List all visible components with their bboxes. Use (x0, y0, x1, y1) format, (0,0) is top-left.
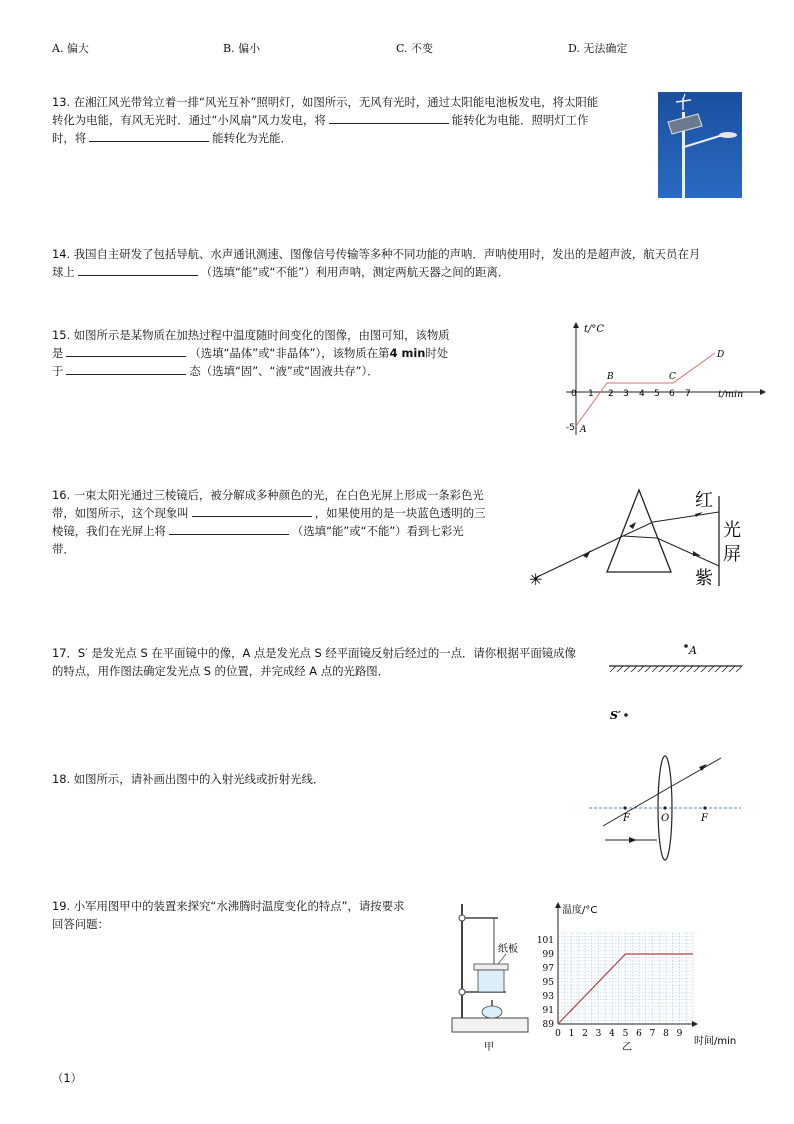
mirror-hatch (610, 666, 742, 672)
prism (607, 490, 671, 572)
question-13: 13. 在湘江风光带耸立着一排“风光互补”照明灯，如图所示，无风有光时，通过太阳能电池板发电，将太阳能 转化为电能，有风无光时．通过“小风扇”风力发电，将 能转化为电能．照明灯工作 时，将 能转化为光能． (52, 95, 599, 145)
label-jia: 甲 (484, 1042, 494, 1053)
question-16: 16. 一束太阳光通过三棱镜后，被分解成多种颜色的光，在白色光屏上形成一条彩色光 带，如图所示，这个现象叫 ，如果使用的是一块蓝色透明的三 棱镜，我们在光屏上将 （选填“能”或“不能”）看到七彩光 带． (52, 488, 486, 556)
answer-blank-15a[interactable] (66, 345, 186, 357)
x-tick-label: 9 (676, 1029, 683, 1039)
tick-4: 4 (639, 389, 645, 399)
y-tick-labels (537, 936, 554, 1030)
option-b[interactable]: B. 偏小 (223, 42, 261, 55)
tick-2: 2 (608, 389, 614, 399)
convex-lens-figure (585, 750, 745, 862)
label-s-prime: S′ (610, 709, 621, 722)
y-tick-label: 97 (542, 964, 554, 974)
y-tick-label: 89 (542, 1020, 554, 1030)
optical-center: O (661, 813, 670, 824)
option-c[interactable]: C. 不变 (396, 42, 434, 55)
y-tick-label: 101 (536, 936, 554, 946)
chart-grid (558, 933, 693, 1024)
point-c: C (669, 372, 676, 382)
y-tick-label: 93 (542, 992, 554, 1002)
prism-dispersion-figure (525, 484, 755, 594)
answer-blank-13b[interactable] (89, 130, 209, 142)
answer-blank-16b[interactable] (169, 523, 289, 535)
label-red: 红 (695, 490, 713, 511)
x-tick-label: 2 (582, 1029, 588, 1039)
x-tick-label: 3 (595, 1029, 602, 1039)
temperature-time-graph-15 (562, 320, 772, 440)
x-tick-label: 7 (649, 1029, 656, 1039)
y-axis-label: t/°C (584, 324, 605, 335)
sun-icon: ✳ (529, 570, 543, 589)
label-a: A (689, 644, 697, 657)
label-paperboard: 纸板 (498, 944, 518, 955)
tick-3: 3 (623, 389, 629, 399)
x-axis-label: 时间/min (694, 1036, 737, 1047)
label-yi: 乙 (622, 1042, 632, 1053)
origin-label: 0 (571, 389, 577, 399)
point-d: D (717, 350, 725, 360)
x-tick-labels (555, 1029, 683, 1039)
street-light-photo (658, 92, 742, 198)
tick-1: 1 (588, 389, 594, 399)
y-tick-label: 91 (542, 1006, 554, 1016)
tick-6: 6 (669, 389, 675, 399)
x-tick-label: 0 (555, 1029, 561, 1039)
x-tick-label: 4 (609, 1029, 615, 1039)
tick-5: 5 (654, 389, 660, 399)
label-guang: 光 (723, 520, 741, 541)
focus-right: F (701, 813, 708, 824)
x-axis-label: t/min (718, 389, 744, 400)
question-14: 14. 我国自主研发了包括导航、水声通讯测速、图像信号传输等多种不同功能的声呐．声呐使用时，发出的是超声波，航天员在月 球上 （选填“能”或“不能”）利用声呐，测定两航天器之间的距离． (52, 247, 701, 279)
y-tick-label: 99 (542, 950, 554, 960)
point-b: B (607, 372, 614, 382)
answer-blank-13a[interactable] (329, 112, 449, 124)
answer-blank-15b[interactable] (66, 363, 186, 375)
question-17: 17．S′ 是发光点 S 在平面镜中的像，A 点是发光点 S 经平面镜反射后经过的一点．请你根据平面镜成像 的特点，用作图法确定发光点 S 的位置，并完成经 A 点的光路图． (52, 646, 576, 678)
tick-neg5: -5 (566, 423, 575, 433)
heating-curve (576, 353, 715, 426)
option-d[interactable]: D. 无法确定 (568, 42, 628, 55)
focus-left: F (623, 813, 630, 824)
plane-mirror-figure (604, 638, 749, 728)
point-a-dot (684, 644, 688, 648)
tick-7: 7 (685, 389, 691, 399)
point-s-prime-dot (624, 713, 628, 717)
x-tick-label: 1 (568, 1029, 575, 1039)
y-axis-label: 温度/°C (562, 905, 598, 916)
x-tick-label: 5 (622, 1029, 629, 1039)
question-15: 15. 如图所示是某物质在加热过程中温度随时间变化的图像，由图可知，该物质 是 （选填“晶体”或“非晶体”），该物质在第4 min时处 于 态（选填“固”、“液”或“固液共存”）． (52, 328, 450, 378)
point-a: A (580, 425, 587, 435)
answer-blank-14[interactable] (78, 264, 198, 276)
x-tick-label: 8 (663, 1029, 669, 1039)
label-purple: 紫 (695, 568, 713, 589)
question-18: 18. 如图所示，请补画出图中的入射光线或折射光线． (52, 772, 325, 786)
boiling-apparatus-figure (446, 898, 542, 1058)
option-a[interactable]: A. 偏大 (52, 42, 89, 55)
answer-blank-16a[interactable] (192, 505, 312, 517)
question-19: 19. 小军用图甲中的装置来探究“水沸腾时温度变化的特点”，请按要求 回答问题： (52, 899, 405, 931)
sub-question-1: （1） (52, 1071, 83, 1085)
boiling-temperature-chart (536, 898, 746, 1058)
label-ping: 屏 (723, 544, 741, 565)
x-tick-label: 6 (636, 1029, 642, 1039)
y-tick-label: 95 (542, 978, 554, 988)
